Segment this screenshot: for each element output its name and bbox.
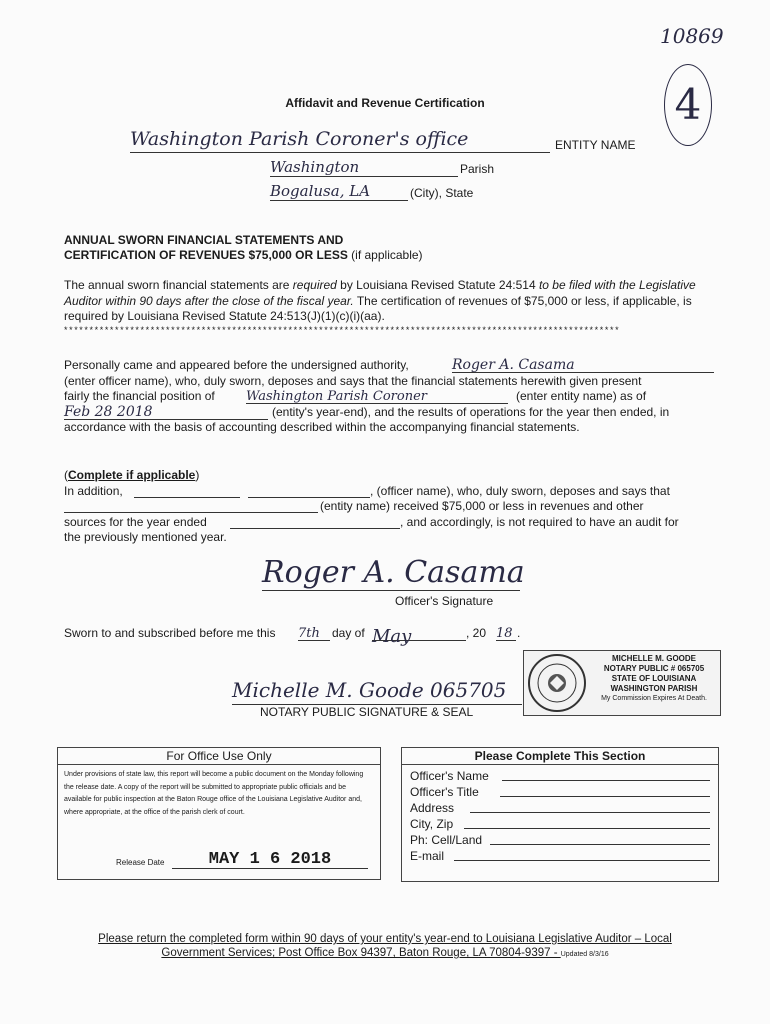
field-address-label: Address <box>410 801 455 815</box>
parish-label: Parish <box>460 162 495 176</box>
form-number: 10869 <box>660 24 724 48</box>
appeared-line1: Personally came and appeared before the undersigned authority, <box>64 358 409 372</box>
field-officer-name-label: Officer's Name <box>410 769 489 783</box>
stamp-line3: STATE OF LOUISIANA <box>611 674 697 683</box>
officer-signature-label: Officer's Signature <box>395 594 494 608</box>
sworn-year-field[interactable] <box>496 626 516 641</box>
addition-line4: the previously mentioned year. <box>64 530 227 544</box>
stamp-line4: WASHINGTON PARISH <box>610 684 698 693</box>
addition-line3a: sources for the year ended <box>64 514 207 529</box>
addition-paragraph <box>64 468 724 546</box>
footer-line2: Government Services; Post Office Box 94397, Baton Rouge, LA 70804-9397 - <box>161 947 561 959</box>
section-heading-note: (if applicable) <box>347 248 423 262</box>
field-city-zip-label: City, Zip <box>410 817 454 831</box>
parish-field[interactable] <box>270 158 458 177</box>
field-officer-title-input[interactable] <box>500 784 710 797</box>
sworn-text4: . <box>517 626 521 640</box>
field-email-label: E-mail <box>410 849 445 863</box>
sworn-text1: Sworn to and subscribed before me this <box>64 626 276 640</box>
field-officer-title <box>410 784 710 800</box>
appeared-line4: (entity's year-end), and the results of operations for the year then ended, in <box>272 404 670 419</box>
sworn-line <box>64 626 564 647</box>
notary-stamp <box>523 650 721 716</box>
intro-paragraph <box>64 278 714 325</box>
city-state-label: (City), State <box>410 186 474 200</box>
appeared-line3a: fairly the financial position of <box>64 389 215 403</box>
field-email-input[interactable] <box>454 848 710 861</box>
form-title: Affidavit and Revenue Certification <box>285 96 485 110</box>
field-email <box>410 848 710 864</box>
addition-line1b: , (officer name), who, duly sworn, deposes and says that <box>370 483 670 498</box>
complete-label: Complete if applicable <box>68 468 196 482</box>
officer-name-value: Roger A. Casama <box>452 357 575 373</box>
sworn-month-field[interactable] <box>372 626 466 647</box>
year-end-field[interactable] <box>64 405 268 420</box>
complete-section-box <box>401 747 719 882</box>
field-phone-input[interactable] <box>490 832 710 845</box>
footer <box>0 932 770 962</box>
complete-close: ) <box>195 468 200 482</box>
city-field[interactable] <box>270 182 408 201</box>
sworn-year-value: 18 <box>496 626 513 641</box>
sworn-month-value: May <box>372 626 412 647</box>
entity-name-value: Washington Parish Coroner's office <box>130 128 469 150</box>
stamp-line2: NOTARY PUBLIC # 065705 <box>603 664 705 673</box>
addition-officer-last-field[interactable] <box>248 484 370 498</box>
addition-line3b: , and accordingly, is not required to have an audit for <box>400 514 679 529</box>
field-officer-title-label: Officer's Title <box>410 785 479 799</box>
addition-entity-field[interactable] <box>64 499 318 513</box>
office-use-box <box>57 747 381 880</box>
field-officer-name <box>410 768 710 784</box>
entity-name-field[interactable] <box>130 128 550 153</box>
complete-section-title: Please Complete This Section <box>402 748 718 765</box>
footer-updated: Updated 8/3/16 <box>560 951 609 958</box>
release-date-value: MAY 1 6 2018 <box>208 850 332 869</box>
sworn-day-field[interactable] <box>298 626 330 641</box>
section-heading-line2: CERTIFICATION OF REVENUES $75,000 OR LESS <box>64 248 348 262</box>
field-address <box>410 800 710 816</box>
field-address-input[interactable] <box>470 800 710 813</box>
stamp-line5: My Commission Expires At Death. <box>601 695 707 702</box>
field-phone <box>410 832 710 848</box>
star-divider: ************************************************************************************************************* <box>64 325 621 335</box>
intro-part1: The annual sworn financial statements are <box>64 278 293 292</box>
field-city-zip-input[interactable] <box>464 816 710 829</box>
stamp-line1: MICHELLE M. GOODE <box>612 654 696 663</box>
addition-line2: (entity name) received $75,000 or less in revenues and other <box>320 499 644 513</box>
appeared-line3b: (enter entity name) as of <box>516 389 647 403</box>
section-heading <box>64 233 423 263</box>
circled-number-text: 4 <box>674 80 702 129</box>
intro-part3: The certification of revenues of $75,000 or less, if applicable, is required by Louisiana Revised Statute 24:513(J)(1)(c)(i)(aa). <box>64 293 692 323</box>
notary-signature: Michelle M. Goode 065705 <box>232 678 507 702</box>
office-use-text: Under provisions of state law, this report will become a public document on the Monday following the release date. A copy of the report will be submitted to appropriate public officials and be available for public inspection at the Baton Rouge office of the Louisiana Legislative Auditor and, where appropriate, at the office of the parish clerk of court. <box>64 771 364 816</box>
addition-year-field[interactable] <box>230 515 400 529</box>
intro-part2: by Louisiana Revised Statute 24:514 <box>336 278 539 292</box>
entity-name-field-2[interactable] <box>246 389 508 404</box>
notary-seal-icon <box>526 652 588 714</box>
release-date-field[interactable] <box>172 850 368 869</box>
sworn-text2: day of <box>332 626 365 640</box>
addition-line1a: In addition, <box>64 483 123 498</box>
field-city-zip <box>410 816 710 832</box>
appeared-paragraph <box>64 358 724 436</box>
appeared-line5: accordance with the basis of accounting described within the accompanying financial statements. <box>64 420 580 434</box>
notary-label: NOTARY PUBLIC SIGNATURE & SEAL <box>260 705 474 719</box>
parish-value: Washington <box>270 158 360 176</box>
sworn-day-value: 7th <box>298 626 320 641</box>
officer-signature-line <box>262 590 520 591</box>
complete-section-fields <box>402 765 718 864</box>
entity-name-short-value: Washington Parish Coroner <box>246 389 427 404</box>
year-end-value: Feb 28 2018 <box>64 403 153 420</box>
office-use-title: For Office Use Only <box>58 748 380 765</box>
notary-stamp-text <box>590 654 718 704</box>
footer-line1: Please return the completed form within 90 days of your entity's year-end to Louisiana Legislative Auditor – Local <box>98 933 672 945</box>
entity-name-label: ENTITY NAME <box>555 138 636 152</box>
field-phone-label: Ph: Cell/Land <box>410 833 483 847</box>
intro-required: required <box>292 278 337 292</box>
officer-signature: Roger A. Casama <box>262 555 525 590</box>
release-date-label: Release Date <box>116 858 165 867</box>
complete-open: ( <box>64 468 68 482</box>
sworn-text3: , 20 <box>466 626 487 640</box>
release-date-row <box>116 850 372 870</box>
officer-name-field[interactable] <box>452 358 714 373</box>
addition-officer-first-field[interactable] <box>134 484 240 498</box>
field-officer-name-input[interactable] <box>502 768 710 781</box>
intro-italic: to be filed with the Legislative Auditor within 90 days after the close of the fiscal year. <box>64 278 696 308</box>
appeared-line2: (enter officer name), who, duly sworn, deposes and says that the financial statements herewith given present <box>64 373 642 388</box>
section-heading-line1: ANNUAL SWORN FINANCIAL STATEMENTS AND <box>64 233 344 247</box>
city-value: Bogalusa, LA <box>270 182 371 200</box>
